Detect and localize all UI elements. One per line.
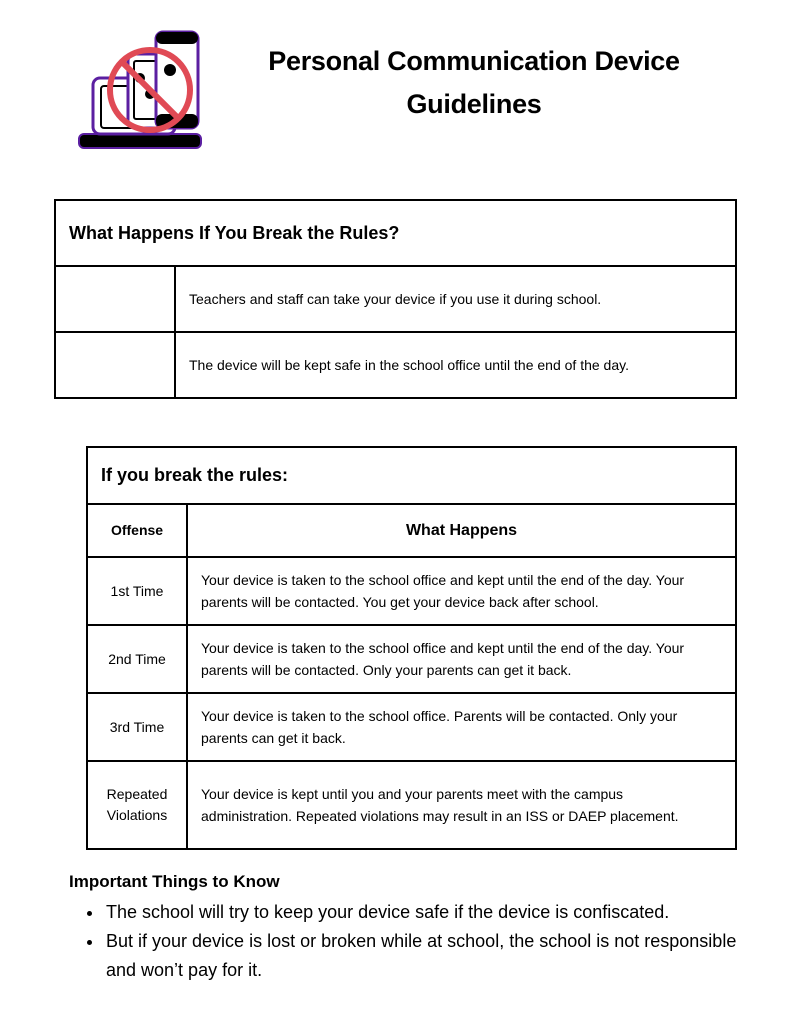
table-cell-blank [55,332,175,398]
no-devices-icon [76,30,204,154]
consequence-cell: Your device is taken to the school office. Parents will be contacted. Only your parents can get it back. [187,693,736,761]
consequence-cell: Your device is taken to the school office and kept until the end of the day. Your parents will be contacted. Only your parents can get it back. [187,625,736,693]
table-cell: The device will be kept safe in the school office until the end of the day. [175,332,736,398]
column-header-offense: Offense [87,504,187,557]
column-header-what-happens: What Happens [187,504,736,557]
table-row [55,332,736,398]
table-row [87,557,736,625]
table-row [87,693,736,761]
list-item: • The school will try to keep your device safe if the device is confiscated. [104,898,759,927]
consequence-cell: Your device is kept until you and your parents meet with the campus administration. Repeated violations may result in an ISS or DAEP placement. [187,761,736,849]
list-item: • But if your device is lost or broken while at school, the school is not responsible and won’t pay for it. [104,927,759,985]
table-row [87,761,736,849]
important-heading: Important Things to Know [69,872,280,891]
page-title: Personal Communication Device Guidelines [268,46,680,119]
offense-cell: 2nd Time [87,625,187,693]
consequences-heading: What Happens If You Break the Rules? [55,200,736,266]
important-list [69,898,759,985]
offense-cell: 3rd Time [87,693,187,761]
important-section [69,872,759,985]
offense-cell: 1st Time [87,557,187,625]
consequence-cell: Your device is taken to the school office and kept until the end of the day. Your parents will be contacted. You get your device back after school. [187,557,736,625]
table-row [87,625,736,693]
offense-cell: Repeated Violations [87,761,187,849]
table-cell: Teachers and staff can take your device if you use it during school. [175,266,736,332]
table-cell-blank [55,266,175,332]
offense-table [86,446,737,850]
table-row [55,266,736,332]
consequences-table [54,199,737,399]
offense-table-heading: If you break the rules: [87,447,736,504]
